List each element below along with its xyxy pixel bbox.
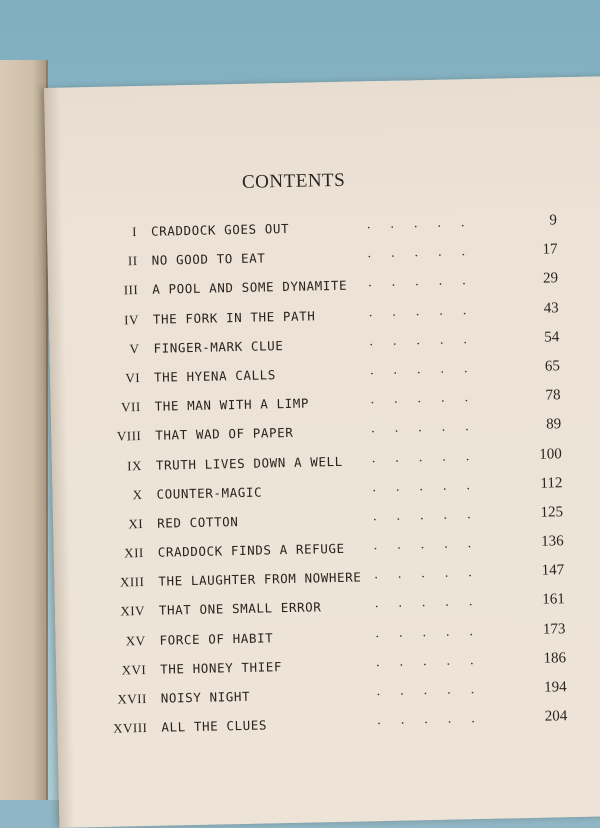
chapter-title: NO GOOD TO EAT	[151, 250, 266, 268]
leader-dots: .....	[370, 389, 489, 408]
page-number: 136	[540, 533, 564, 550]
leader-dots: .....	[371, 448, 490, 466]
chapter-title: THE MAN WITH A LIMP	[154, 395, 310, 414]
leader-dots: .....	[373, 535, 492, 554]
page-number: 43	[543, 299, 559, 317]
page-number: 186	[543, 650, 567, 667]
page-number: 65	[544, 358, 561, 375]
chapter-title: THAT ONE SMALL ERROR	[158, 599, 322, 619]
chapter-title: THAT WAD OF PAPER	[155, 425, 294, 444]
chapter-number: X	[132, 486, 143, 502]
leader-dots: .....	[377, 710, 495, 729]
chapter-number: VIII	[116, 428, 142, 444]
chapter-number: XIV	[120, 603, 146, 619]
chapter-number: XVIII	[113, 720, 148, 736]
chapter-number: V	[129, 340, 140, 357]
leader-dots: .....	[367, 243, 486, 262]
leader-dots: .....	[368, 302, 487, 320]
page-number: 29	[542, 270, 559, 287]
chapter-title: NOISY NIGHT	[160, 688, 251, 706]
page-number: 9	[549, 212, 558, 229]
leader-dots: .....	[374, 594, 493, 612]
chapter-number: XIII	[119, 574, 145, 590]
leader-dots: .....	[375, 652, 494, 670]
page-number: 54	[544, 329, 560, 346]
chapter-number: XVII	[117, 690, 147, 707]
leader-dots: .....	[376, 681, 495, 700]
chapter-number: XII	[124, 545, 144, 561]
chapter-title: THE FORK IN THE PATH	[152, 307, 316, 327]
table-of-contents	[87, 207, 568, 742]
facing-page-edge	[0, 60, 48, 800]
chapter-title: CRADDOCK GOES OUT	[150, 220, 290, 239]
chapter-title: TRUTH LIVES DOWN A WELL	[155, 453, 343, 473]
chapter-number: XV	[125, 632, 146, 649]
leader-dots: .....	[369, 360, 488, 379]
page-number: 161	[542, 591, 565, 609]
chapter-title: CRADDOCK FINDS A REFUGE	[157, 540, 345, 560]
chapter-number: I	[132, 224, 138, 240]
chapter-title: COUNTER-MAGIC	[156, 484, 263, 502]
chapter-number: IV	[123, 311, 140, 327]
page-number: 173	[542, 620, 566, 638]
chapter-title: THE HYENA CALLS	[153, 367, 277, 385]
leader-dots: .....	[366, 214, 485, 233]
chapter-number: III	[123, 282, 139, 298]
leader-dots: .....	[371, 419, 489, 437]
chapter-title: ALL THE CLUES	[161, 717, 268, 735]
page-number: 100	[539, 445, 562, 463]
chapter-title: A POOL AND SOME DYNAMITE	[152, 278, 348, 298]
leader-dots: .....	[374, 564, 492, 583]
leader-dots: .....	[369, 331, 488, 349]
contents-heading: CONTENTS	[241, 169, 346, 193]
page-number: 17	[542, 241, 558, 258]
leader-dots: .....	[372, 506, 491, 525]
page-number: 125	[540, 504, 564, 521]
page-number: 194	[544, 679, 567, 696]
chapter-title: THE LAUGHTER FROM NOWHERE	[158, 569, 362, 589]
chapter-title: FINGER-MARK CLUE	[153, 337, 284, 356]
leader-dots: .....	[372, 477, 491, 495]
page-number: 89	[545, 416, 562, 433]
chapter-number: VII	[120, 399, 141, 415]
chapter-number: XVI	[121, 661, 147, 678]
leader-dots: .....	[368, 273, 486, 291]
leader-dots: .....	[375, 623, 494, 641]
page-number: 112	[540, 474, 563, 492]
page-number: 78	[545, 387, 561, 404]
page-number: 204	[544, 708, 568, 725]
chapter-number: VI	[125, 369, 141, 386]
book-page	[44, 76, 600, 828]
page-number: 147	[541, 562, 565, 579]
chapter-title: RED COTTON	[156, 513, 239, 531]
chapter-number: IX	[127, 457, 143, 473]
chapter-number: II	[127, 253, 138, 269]
chapter-title: FORCE OF HABIT	[159, 629, 274, 648]
chapter-number: XI	[128, 515, 144, 532]
chapter-title: THE HONEY THIEF	[160, 658, 283, 677]
